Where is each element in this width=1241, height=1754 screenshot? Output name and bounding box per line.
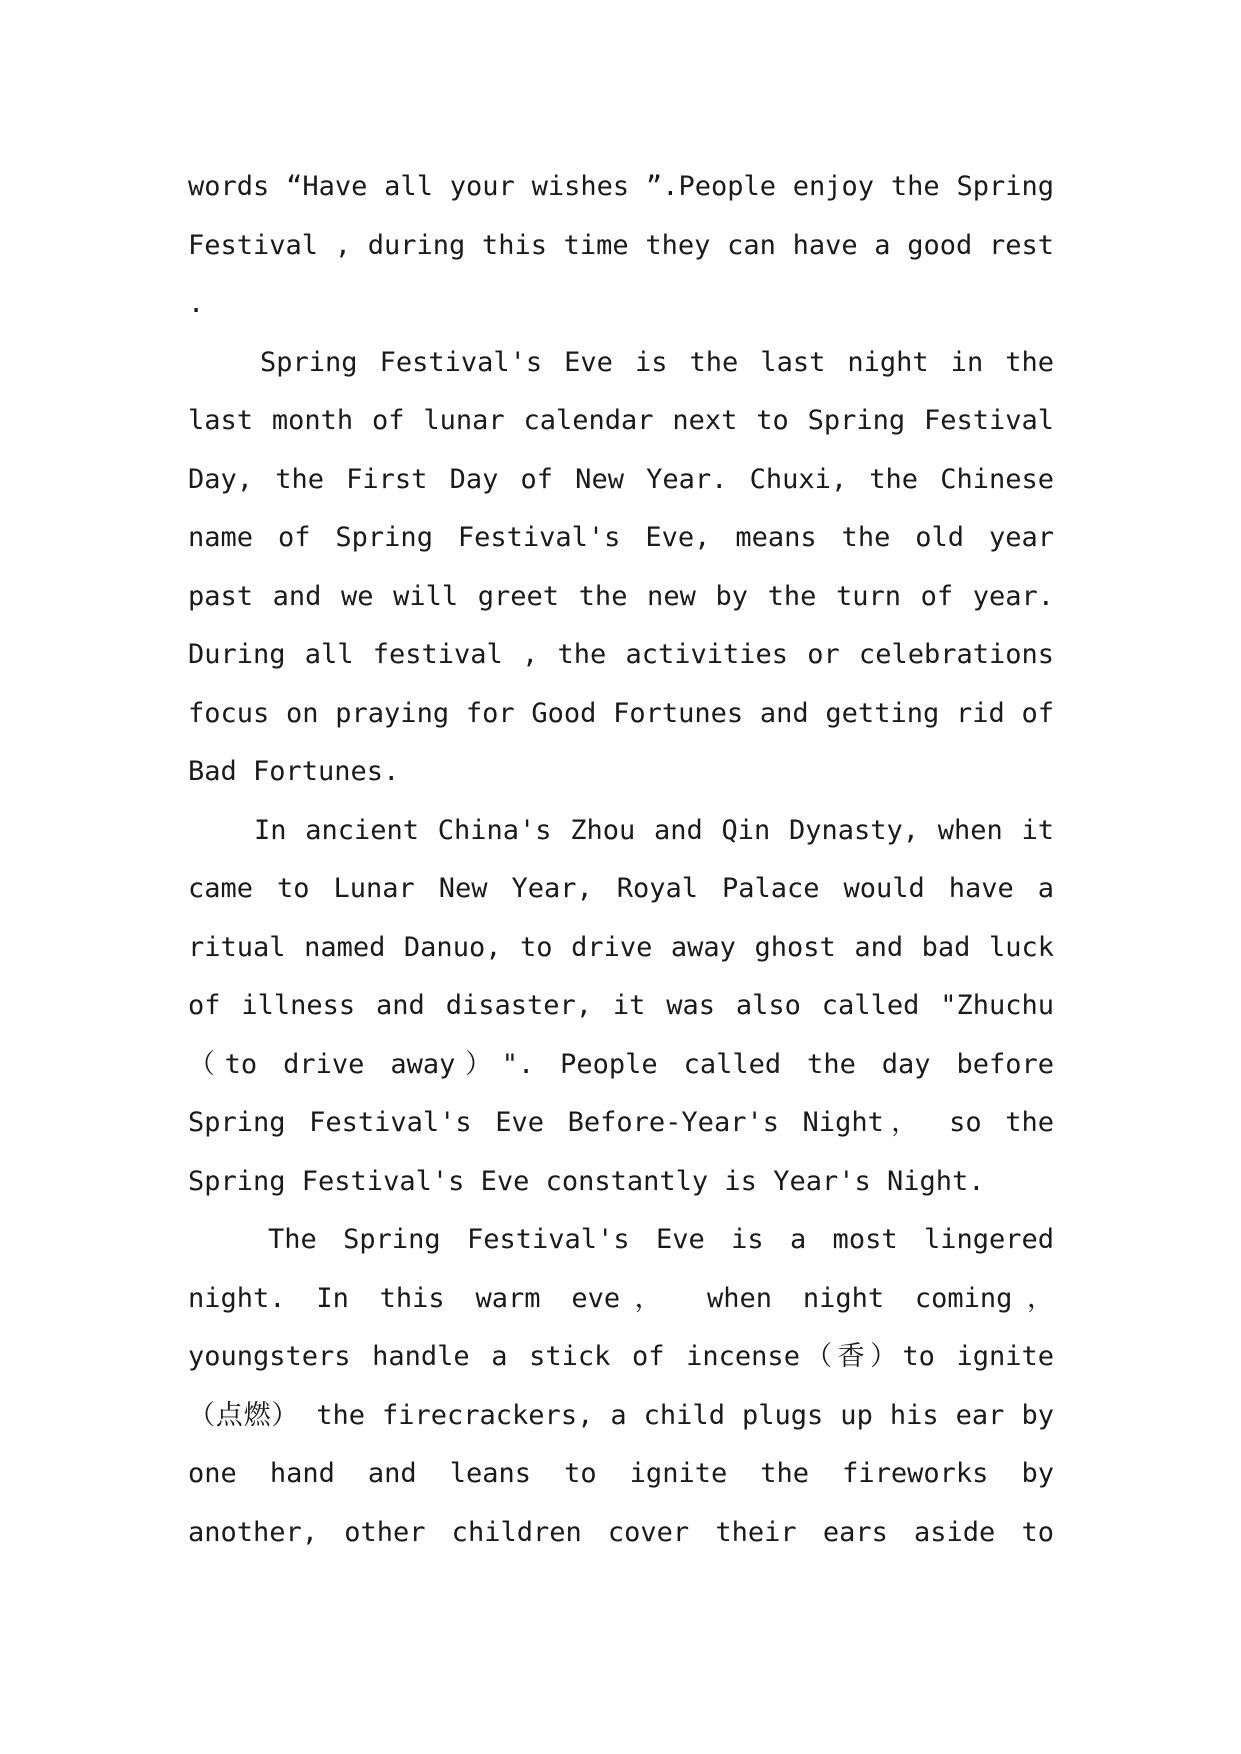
- body-text: [188, 158, 1054, 1562]
- paragraph-4: The Spring Festival's Eve is a most lingered night. In this warm eve， when night coming， youngsters handle a stick of incense（香）to ignite（点燃） the firecrackers, a child plugs up his ear by one hand and leans to ignite the fireworks by another, other children cover their ears aside to: [188, 1224, 1054, 1548]
- paragraph-3: In ancient China's Zhou and Qin Dynasty, when it came to Lunar New Year, Royal Palace would have a ritual named Danuo, to drive away ghost and bad luck of illness and disaster, it was also called "Zhuchu（to drive away）". People called the day before Spring Festival's Eve Before-Year's Night， so the Spring Festival's Eve constantly is Year's Night.: [188, 814, 1054, 1197]
- paragraph-2: Spring Festival's Eve is the last night in the last month of lunar calendar next to Spring Festival Day, the First Day of New Year. Chuxi, the Chinese name of Spring Festival's Eve, means the old year past and we will greet the new by the turn of year. During all festival , the activities or celebrations focus on praying for Good Fortunes and getting rid of Bad Fortunes.: [188, 346, 1054, 787]
- paragraph-1: words “Have all your wishes ”.People enjoy the Spring Festival , during this time they can have a good rest .: [188, 171, 1054, 319]
